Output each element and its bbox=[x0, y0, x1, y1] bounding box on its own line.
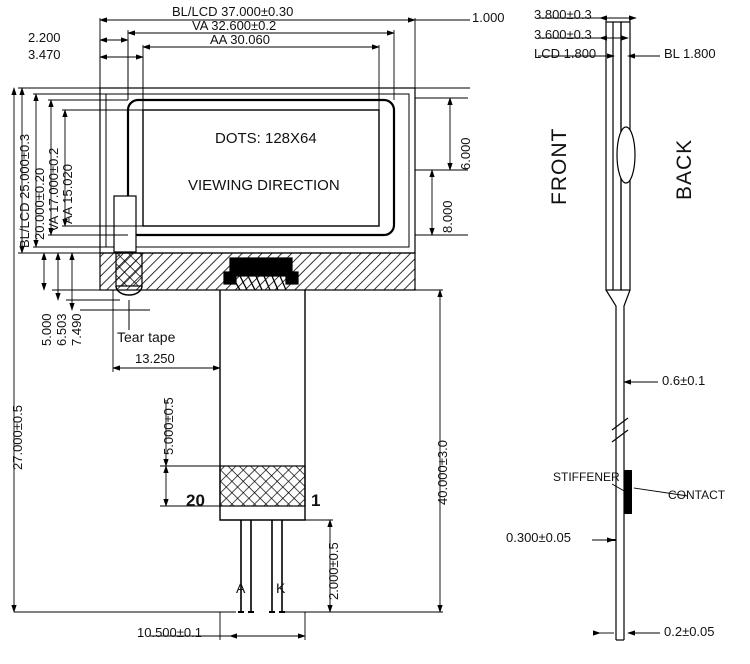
callout-tear-tape: Tear tape bbox=[117, 329, 176, 345]
dim-sub-thk: 3.600±0.3 bbox=[534, 27, 592, 42]
dim-tail-offset: 13.250 bbox=[135, 351, 175, 366]
side-view bbox=[606, 22, 635, 640]
dim-bl-lcd-width: BL/LCD 37.000±0.30 bbox=[172, 4, 294, 19]
dim-va-height: VA 17.000±0.2 bbox=[46, 147, 61, 232]
dim-total-thk: 3.800±0.3 bbox=[534, 7, 592, 22]
side-label-back: BACK bbox=[673, 138, 696, 200]
callout-anode: A bbox=[236, 580, 246, 596]
dim-fpc-thk: 0.6±0.1 bbox=[662, 373, 706, 388]
dim-right-8: 8.000 bbox=[440, 200, 455, 233]
dim-left-offset-2: 3.470 bbox=[28, 47, 61, 62]
dim-pin-pitch: 2.000±0.5 bbox=[326, 542, 341, 600]
callout-pin1: 1 bbox=[311, 491, 321, 510]
dim-v-6503: 6.503 bbox=[54, 313, 69, 346]
dim-left-offset-1: 2.200 bbox=[28, 30, 61, 45]
dim-overall-height: 27.000±0.5 bbox=[10, 405, 25, 470]
dim-contact-thk: 0.300±0.05 bbox=[506, 530, 571, 545]
side-label-stiffener: STIFFENER bbox=[553, 470, 620, 484]
side-label-contact: CONTACT bbox=[668, 488, 726, 502]
front-view bbox=[100, 88, 415, 612]
callout-cathode: K bbox=[276, 580, 286, 596]
callout-pin20: 20 bbox=[186, 491, 205, 510]
dim-bl-thk: BL 1.800 bbox=[664, 46, 716, 61]
dim-aa-width: AA 30.060 bbox=[210, 32, 270, 47]
dim-bl-lcd-height: BL/LCD 25.000±0.3 bbox=[17, 133, 32, 248]
dim-right-6: 6.000 bbox=[458, 137, 473, 170]
dim-v-7490: 7.490 bbox=[69, 313, 84, 346]
dim-tip-thk: 0.2±0.05 bbox=[664, 624, 715, 639]
dim-total-len: 40.000±3.0 bbox=[435, 440, 450, 505]
display-viewing-direction-label: VIEWING DIRECTION bbox=[188, 177, 340, 194]
dim-lcd-thk: LCD 1.800 bbox=[534, 46, 597, 61]
dim-aa-height: AA 15.020 bbox=[60, 164, 75, 224]
display-dots-label: DOTS: 128X64 bbox=[215, 130, 317, 147]
dim-tail-len: 5.000±0.5 bbox=[161, 397, 176, 455]
dim-va-width: VA 32.600±0.2 bbox=[192, 18, 277, 33]
side-label-front: FRONT bbox=[548, 127, 571, 205]
dim-height-20: 20.000±0.20 bbox=[32, 167, 47, 240]
dim-right-top: 1.000 bbox=[472, 10, 505, 25]
dim-bottom-width: 10.500±0.1 bbox=[137, 625, 202, 640]
dim-v-5000: 5.000 bbox=[39, 313, 54, 346]
